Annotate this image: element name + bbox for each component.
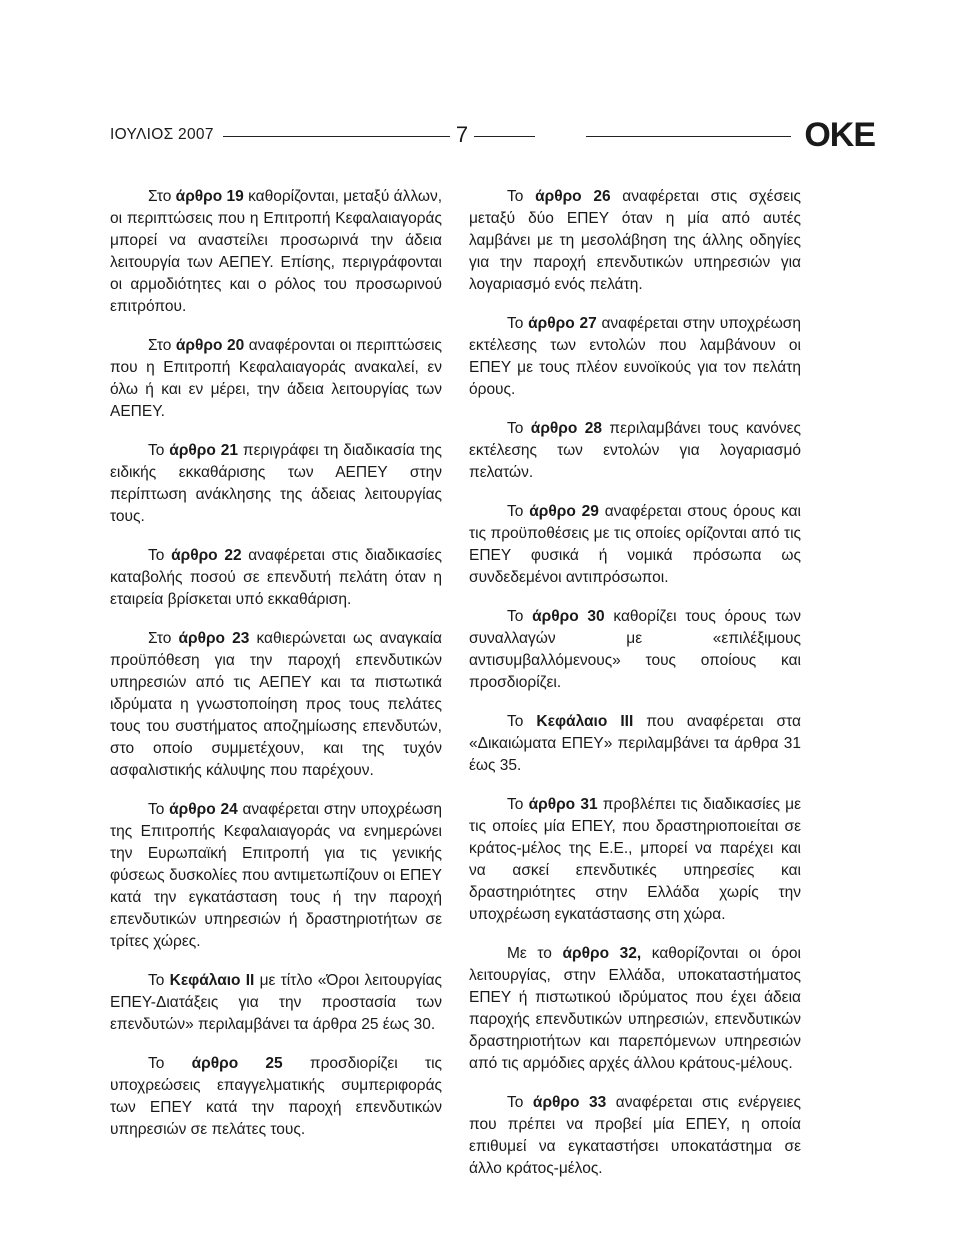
paragraph: Στο άρθρο 19 καθορίζονται, μεταξύ άλλων, οι περιπτώσεις που η Επιτροπή Κεφαλαιαγοράς μπορεί να αναστείλει προσωρινά την άδεια λειτουργία των ΑΕΠΕΥ. Επίσης, περιγράφονται οι αρμοδιότητες και ο ρόλος του προσωρινού επιτρόπου.	[110, 188, 443, 315]
paragraph: Το άρθρο 31 προβλέπει τις διαδικασίες με τις οποίες μία ΕΠΕΥ, που δραστηριοποιείται σε κράτος-μέλος της Ε.Ε., μπορεί να παρέχει και να ασκεί επενδυτικές υπηρεσίες και δραστηριότητες στην Ελλάδα χωρίς την υποχρέωση εγκατάστασης στη χώρα.	[469, 796, 801, 923]
paragraph: Το άρθρο 25 προσδιορίζει τις υποχρεώσεις επαγγελματικής συμπεριφοράς των ΕΠΕΥ κατά την παροχή επενδυτικών υπηρεσιών σε πελάτες τους.	[110, 1055, 442, 1138]
paragraph: Το άρθρο 24 αναφέρεται στην υποχρέωση της Επιτροπής Κεφαλαιαγοράς να ενημερώνει την Ευρωπαϊκή Επιτροπή για τις γενικής φύσεως δυσκολίες που αντιμετωπίζουν οι ΕΠΕΥ κατά την εγκατάσταση τους ή την παροχή επενδυτικών υπηρεσιών ή δραστηριοτήτων σε τρίτες χώρες.	[110, 801, 442, 950]
header-rule-left	[223, 136, 535, 137]
paragraph: Το άρθρο 29 αναφέρεται στους όρους και τις προϋποθέσεις με τις οποίες ορίζονται από τις ΕΠΕΥ φυσικά ή νομικά πρόσωπα ως συνδεδεμένοι αντιπρόσωποι.	[469, 503, 801, 586]
publisher-logo: ΟΚΕ	[804, 116, 875, 154]
paragraph: Το άρθρο 33 αναφέρεται στις ενέργειες που πρέπει να προβεί μία ΕΠΕΥ, η οποία επιθυμεί να εγκαταστήσει υποκατάστημα σε άλλο κράτος-μέλος.	[469, 1094, 801, 1177]
paragraph: Το άρθρο 30 καθορίζει τους όρους των συναλλαγών με «επιλέξιμους αντισυμβαλλόμενους» τους οποίους και προσδιορίζει.	[469, 608, 801, 691]
page-number: 7	[450, 122, 474, 148]
paragraph: Το άρθρο 28 περιλαμβάνει τους κανόνες εκτέλεσης των εντολών για λογαριασμό πελατών.	[469, 420, 801, 481]
paragraph: Στο άρθρο 23 καθιερώνεται ως αναγκαία προϋπόθεση για την παροχή επενδυτικών υπηρεσιών από τις ΑΕΠΕΥ και τα πιστωτικά ιδρύματα η γνωστοποίηση προς τους πελάτες τους του συστήματος αποζημίωσης επενδυτών, στο οποίο συμμετέχουν, και της τυχόν ασφαλιστικής κάλυψης που παρέχουν.	[110, 630, 442, 779]
paragraph: Το άρθρο 26 αναφέρεται στις σχέσεις μεταξύ δύο ΕΠΕΥ όταν η μία από αυτές λαμβάνει με τη μεσολάβηση της άλλης οδηγίες για την παροχή επενδυτικών υπηρεσιών για λογαριασμό ενός πελάτη.	[469, 188, 801, 293]
header-rule-right	[586, 136, 791, 137]
left-column	[110, 186, 442, 1158]
page-header	[110, 118, 875, 158]
paragraph: Το άρθρο 27 αναφέρεται στην υποχρέωση εκτέλεσης των εντολών που λαμβάνουν οι ΕΠΕΥ με τους πλέον ευνοϊκούς για τον πελάτη όρους.	[469, 315, 801, 398]
paragraph: Το Κεφάλαιο ΙΙΙ που αναφέρεται στα «Δικαιώματα ΕΠΕΥ» περιλαμβάνει τα άρθρα 31 έως 35.	[469, 713, 801, 774]
paragraph: Το άρθρο 22 αναφέρεται στις διαδικασίες καταβολής ποσού σε επενδυτή πελάτη όταν η εταιρεία βρίσκεται υπό εκκαθάριση.	[110, 547, 442, 608]
paragraph: Το άρθρο 21 περιγράφει τη διαδικασία της ειδικής εκκαθάρισης των ΑΕΠΕΥ στην περίπτωση ανάκλησης της άδειας λειτουργίας τους.	[110, 442, 442, 525]
paragraph: Με το άρθρο 32, καθορίζονται οι όροι λειτουργίας, στην Ελλάδα, υποκαταστήματος ΕΠΕΥ ή πιστωτικού ιδρύματος που έχει άδεια παροχής επενδυτικών υπηρεσιών, επενδυτικών δραστηριοτήτων και παρεπόμενων υπηρεσιών από τις αρμόδιες αρχές άλλου κράτους-μέλους.	[469, 945, 801, 1072]
paragraph: Το Κεφάλαιο ΙΙ με τίτλο «Όροι λειτουργίας ΕΠΕΥ-Διατάξεις για την προστασία των επενδυτών» περιλαμβάνει τα άρθρα 25 έως 30.	[110, 972, 442, 1033]
issue-date: ΙΟΥΛΙΟΣ 2007	[110, 126, 214, 143]
paragraph: Στο άρθρο 20 αναφέρονται οι περιπτώσεις που η Επιτροπή Κεφαλαιαγοράς ανακαλεί, εν όλω ή και εν μέρει, την άδεια λειτουργίας των ΑΕΠΕΥ.	[110, 337, 442, 420]
right-column	[469, 186, 801, 1197]
